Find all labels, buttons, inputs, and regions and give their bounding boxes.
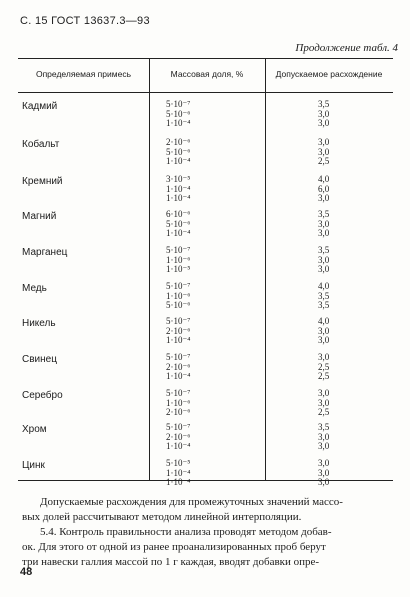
table-row	[18, 457, 393, 491]
table-row	[18, 208, 393, 242]
allowed-difference-values	[318, 317, 358, 346]
allowed-difference-values	[318, 175, 358, 204]
mass-fraction-value: 1·10⁻⁴	[166, 228, 191, 239]
allowed-difference-value: 3,0	[318, 431, 330, 442]
allowed-difference-values	[318, 389, 358, 418]
impurity-name: Медь	[22, 283, 47, 294]
impurity-name: Цинк	[22, 460, 45, 471]
allowed-difference-value: 3,0	[318, 441, 330, 452]
allowed-difference-values	[318, 423, 358, 452]
table-row	[18, 173, 393, 207]
mass-fraction-value: 5·10⁻⁶	[166, 146, 191, 157]
mass-fraction-value: 1·10⁻⁵	[166, 264, 191, 275]
mass-fraction-values	[166, 317, 226, 346]
allowed-difference-values	[318, 138, 358, 167]
allowed-difference-value: 3,0	[318, 352, 330, 362]
allowed-difference-value: 3,0	[318, 477, 330, 488]
allowed-difference-value: 3,5	[318, 290, 330, 301]
paragraph	[22, 525, 394, 570]
allowed-difference-value: 3,0	[318, 146, 330, 157]
allowed-difference-values	[318, 246, 358, 275]
allowed-difference-value: 3,0	[318, 218, 330, 229]
allowed-difference-value: 3,0	[318, 467, 330, 478]
allowed-difference-values	[318, 459, 358, 488]
mass-fraction-value: 2·10⁻⁶	[166, 407, 191, 418]
mass-fraction-values	[166, 246, 226, 275]
paragraph-line: 5.4. Контроль правильности анализа проводят методом добав-	[40, 526, 332, 538]
impurity-name: Хром	[22, 424, 47, 435]
allowed-difference-value: 2,5	[318, 156, 330, 167]
mass-fraction-values	[166, 353, 226, 382]
impurity-name: Кобальт	[22, 139, 60, 150]
allowed-difference-value: 2,5	[318, 407, 330, 418]
table-header-rule	[18, 92, 393, 93]
allowed-difference-value: 2,5	[318, 371, 330, 382]
allowed-difference-values	[318, 353, 358, 382]
page-number: 48	[20, 566, 33, 578]
allowed-difference-values	[318, 210, 358, 239]
table-row	[18, 351, 393, 385]
allowed-difference-value: 3,0	[318, 335, 330, 346]
page-header: С. 15 ГОСТ 13637.3—93	[20, 15, 150, 27]
mass-fraction-values	[166, 100, 226, 129]
table-row	[18, 244, 393, 278]
allowed-difference-value: 4,0	[318, 281, 330, 291]
mass-fraction-value: 2·10⁻⁶	[166, 431, 191, 442]
allowed-difference-value: 3,0	[318, 458, 330, 468]
mass-fraction-values	[166, 175, 226, 204]
mass-fraction-values	[166, 138, 226, 167]
mass-fraction-value: 1·10⁻⁴	[166, 441, 191, 452]
allowed-difference-value: 3,0	[318, 137, 330, 147]
allowed-difference-value: 3,0	[318, 108, 330, 119]
mass-fraction-value: 5·10⁻⁷	[166, 388, 191, 398]
table-continuation-label: Продолжение табл. 4	[295, 42, 398, 54]
table-row	[18, 98, 393, 132]
mass-fraction-values	[166, 389, 226, 418]
mass-fraction-values	[166, 459, 226, 488]
impurity-name: Магний	[22, 211, 57, 222]
allowed-difference-value: 6,0	[318, 183, 330, 194]
table-row	[18, 280, 393, 314]
allowed-difference-value: 4,0	[318, 174, 330, 184]
paragraph-line: три навески галлия массой по 1 г каждая, вводят добавки опре-	[22, 556, 320, 568]
mass-fraction-value: 1·10⁻⁴	[166, 118, 191, 129]
allowed-difference-value: 2,5	[318, 361, 330, 372]
mass-fraction-value: 3·10⁻⁵	[166, 174, 191, 184]
mass-fraction-value: 1·10⁻⁴	[166, 371, 191, 382]
table-row	[18, 387, 393, 421]
mass-fraction-value: 1·10⁻⁴	[166, 335, 191, 346]
allowed-difference-value: 3,0	[318, 388, 330, 398]
allowed-difference-value: 3,5	[318, 99, 330, 109]
mass-fraction-values	[166, 423, 226, 452]
impurity-name: Кадмий	[22, 101, 58, 112]
allowed-difference-value: 3,0	[318, 325, 330, 336]
allowed-difference-value: 3,0	[318, 254, 330, 265]
column-header-allowed-difference: Допускаемое расхождение	[275, 69, 383, 79]
mass-fraction-values	[166, 210, 226, 239]
mass-fraction-value: 2·10⁻⁶	[166, 137, 191, 147]
mass-fraction-value: 5·10⁻⁶	[166, 108, 191, 119]
mass-fraction-value: 5·10⁻⁵	[166, 458, 191, 468]
mass-fraction-value: 5·10⁻⁷	[166, 316, 191, 326]
column-header-impurity: Определяемая примесь	[35, 69, 132, 79]
mass-fraction-values	[166, 282, 226, 311]
mass-fraction-value: 1·10⁻⁴	[166, 467, 191, 478]
mass-fraction-value: 5·10⁻⁷	[166, 281, 191, 291]
allowed-difference-value: 3,0	[318, 228, 330, 239]
mass-fraction-value: 1·10⁻⁴	[166, 183, 191, 194]
mass-fraction-value: 6·10⁻⁶	[166, 209, 191, 219]
mass-fraction-value: 1·10⁻⁴	[166, 477, 191, 488]
allowed-difference-value: 3,5	[318, 209, 330, 219]
table-row	[18, 315, 393, 349]
impurity-name: Кремний	[22, 176, 63, 187]
mass-fraction-value: 1·10⁻⁶	[166, 397, 191, 408]
mass-fraction-value: 1·10⁻⁴	[166, 156, 191, 167]
allowed-difference-values	[318, 100, 358, 129]
impurity-name: Свинец	[22, 354, 57, 365]
allowed-difference-value: 3,0	[318, 264, 330, 275]
mass-fraction-value: 2·10⁻⁶	[166, 325, 191, 336]
impurity-name: Никель	[22, 318, 56, 329]
impurity-name: Марганец	[22, 247, 68, 258]
mass-fraction-value: 5·10⁻⁷	[166, 352, 191, 362]
allowed-difference-value: 3,5	[318, 300, 330, 311]
impurity-name: Серебро	[22, 390, 63, 401]
paragraph-line: Допускаемые расхождения для промежуточных значений массо-	[40, 496, 343, 508]
allowed-difference-value: 3,5	[318, 422, 330, 432]
allowed-difference-value: 3,0	[318, 118, 330, 129]
paragraph-line: ок. Для этого от одной из ранее проанализированных проб берут	[22, 541, 326, 553]
mass-fraction-value: 1·10⁻⁶	[166, 290, 191, 301]
allowed-difference-value: 3,0	[318, 193, 330, 204]
mass-fraction-value: 1·10⁻⁶	[166, 254, 191, 265]
mass-fraction-value: 5·10⁻⁷	[166, 99, 191, 109]
allowed-difference-values	[318, 282, 358, 311]
mass-fraction-value: 1·10⁻⁴	[166, 193, 191, 204]
paragraph-line: вых долей рассчитывают методом линейной интерполяции.	[22, 511, 302, 523]
allowed-difference-value: 3,5	[318, 245, 330, 255]
allowed-difference-value: 3,0	[318, 397, 330, 408]
mass-fraction-value: 5·10⁻⁶	[166, 218, 191, 229]
mass-fraction-value: 5·10⁻⁶	[166, 300, 191, 311]
mass-fraction-value: 5·10⁻⁷	[166, 245, 191, 255]
paragraph	[22, 495, 394, 525]
allowed-difference-value: 4,0	[318, 316, 330, 326]
impurity-table	[18, 58, 393, 488]
mass-fraction-value: 2·10⁻⁶	[166, 361, 191, 372]
mass-fraction-value: 5·10⁻⁷	[166, 422, 191, 432]
table-row	[18, 421, 393, 455]
column-header-mass-fraction: Массовая доля, %	[170, 69, 244, 79]
table-row	[18, 136, 393, 170]
